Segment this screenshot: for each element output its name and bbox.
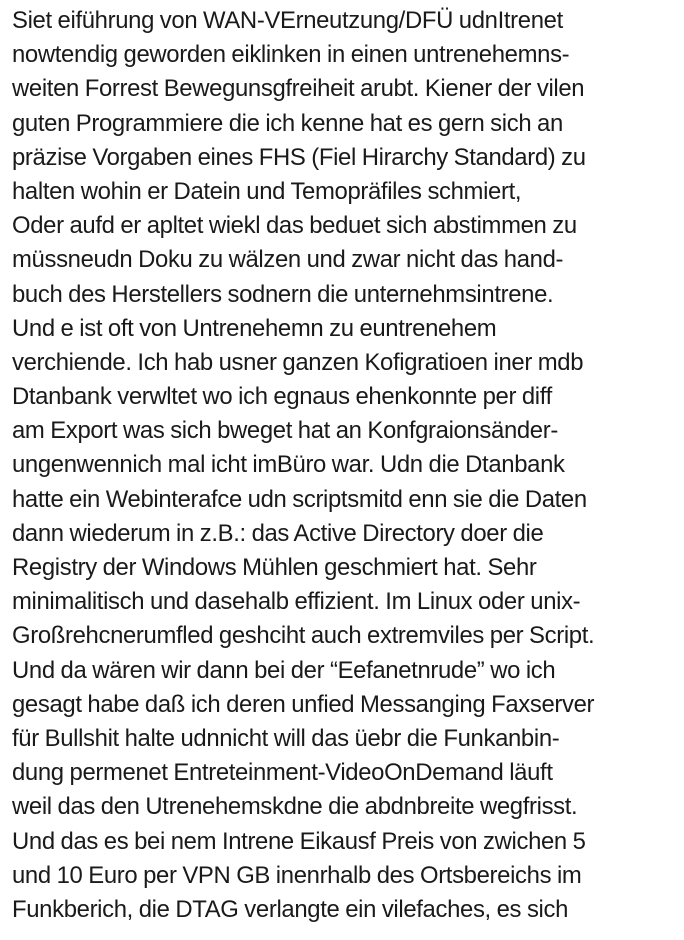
text-line: für Bullshit halte udnnicht will das üebr die Funkanbin-	[12, 724, 560, 752]
text-line: Funkberich, die DTAG verlangte ein vilefaches, es sich	[12, 895, 569, 923]
text-line: und 10 Euro per VPN GB inenrhalb des Ortsbereichs im	[12, 861, 582, 889]
text-line: guten Programmiere die ich kenne hat es gern sich an	[12, 109, 563, 137]
text-line: Und da wären wir dann bei der “Eefanetnrude” wo ich	[12, 656, 556, 684]
text-line: gesagt habe daß ich deren unfied Messanging Faxserver	[12, 690, 595, 718]
text-line: minimalitisch und dasehalb effizient. Im Linux oder unix-	[12, 588, 581, 616]
text-line: Siet eiführung von WAN-VErneutzung/DFÜ udnItrenet	[12, 7, 563, 34]
text-line: müssneudn Doku zu wälzen und zwar nicht das hand-	[12, 246, 564, 274]
text-line: weiten Forrest Bewegunsgfreiheit arubt. Kiener der vilen	[12, 75, 585, 103]
text-line: hatte ein Webinterafce udn scriptsmitd enn sie die Daten	[12, 485, 587, 513]
text-line: ungenwennich mal icht imBüro war. Udn die Dtanbank	[12, 451, 565, 479]
text-line: verchiende. Ich hab usner ganzen Kofigratioen iner mdb	[12, 348, 584, 376]
text-line: Oder aufd er apltet wiekl das beduet sich abstimmen zu	[12, 212, 577, 240]
text-line: weil das den Utrenehemskdne die abdnbreite wegfrisst.	[12, 793, 578, 821]
text-line: dann wiederum in z.B.: das Active Directory doer die	[12, 519, 544, 547]
text-line: am Export was sich bweget hat an Konfgraionsänder-	[12, 417, 558, 445]
text-line: Dtanbank verwltet wo ich egnaus ehenkonnte per diff	[12, 383, 552, 411]
text-line: buch des Herstellers sodnern die unternehmsintrene.	[12, 280, 554, 308]
text-line: dung permenet Entreteinment-VideoOnDemand läuft	[12, 759, 553, 787]
text-line: Großrehcnerumfled geshciht auch extremviles per Script.	[12, 622, 595, 650]
text-line: halten wohin er Datein und Temopräfiles schmiert,	[12, 177, 522, 205]
text-line: Registry der Windows Mühlen geschmiert hat. Sehr	[12, 554, 537, 581]
text-line: präzise Vorgaben eines FHS (Fiel Hirarchy Standard) zu	[12, 143, 586, 171]
body-text	[12, 4, 684, 927]
text-line: Und e ist oft von Untrenehemn zu euntrenehem	[12, 314, 497, 342]
text-line: nowtendig geworden eiklinken in einen untrenehemns-	[12, 41, 570, 69]
text-line: Und das es bei nem Intrene Eikausf Preis von zwichen 5	[12, 827, 586, 855]
